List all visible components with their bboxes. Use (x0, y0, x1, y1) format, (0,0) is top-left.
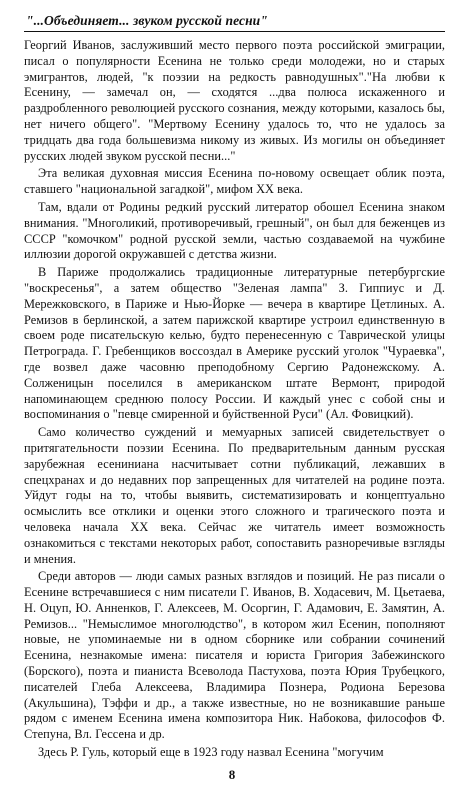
header-rule (24, 31, 445, 32)
paragraph: Георгий Иванов, заслуживший место первого поэта российской эмиграции, писал о популярности Есенина не только среди молодежи, но и старых эмигрантов, людей, "к поэзии на редкость равнодушных"."На любви к Есенину, — замечал он, — сходятся ...два полюса искаженного и раздробленного революцией русского сознания, между которыми, казалось бы, нет ничего общего". "Мертвому Есенину удалось то, что не удалось за тридцать два года большевизма никому из живых. Из могилы он объединяет русских людей звуком русской песни..." (24, 38, 445, 163)
paragraph: Там, вдали от Родины редкий русский литератор обошел Есенина знаком внимания. "Многоликий, противоречивый, грешный", он был для беженцев из СССР "комочком" родной русской земли, частью создаваемой на чужбине иллюзии дорогой окружавшей с детства жизни. (24, 199, 445, 262)
paragraph: Среди авторов — люди самых разных взглядов и позиций. Не раз писали о Есенине встречавшиеся с ним писатели Г. Иванов, В. Ходасевич, М. Цьетаева, Н. Оцуп, Ю. Анненков, Г. Алексеев, М. Осоргин, Г. Адамович, Е. Замятин, А. Ремизов... "Немыслимое многолюдство", в котором жил Есенин, пополняют новые, не упоминаемые ни в одном сборнике или собрании сочинений Есенина, незнакомые имена: писателя и юриста Григория Забежинского (Борского), поэта и пианиста Всеволода Пастухова, поэта Юрия Трубецкого, писателей Глеба Алексеева, Владимира Познера, Родиона Березова (Акульшина), Тэффи и др., а также известные, но не возникавшие раньше рядом с именем Есенина имена композитора Ник. Набокова, философов Ф. Степуна, Вл. Гессена и др. (24, 569, 445, 742)
paragraph: Здесь Р. Гуль, который еще в 1923 году назвал Есенина "могучим (38, 745, 384, 760)
paragraph: Само количество суждений и мемуарных записей свидетельствует о притягательности поэзии Есенина. По предварительным данным русская зарубежная есениниана насчитывает сотни публикаций, лежавших в спецхранах и до недавних пор запрещенных для читателей на родине поэта. Уйдут годы на то, чтобы выявить, систематизировать и концептуально осмыслить все отклики и оценки этого сложного и трагического поэта и человека начала XX века. Сейчас же читатель имеет возможность ознакомиться с текстами некоторых работ, сопоставить разноречивые взгляды и мнения. (24, 425, 445, 566)
page-number: 8 (228, 767, 236, 782)
paragraph: В Париже продолжались традиционные литературные петербургские "воскресенья", а затем общество "Зеленая лампа" З. Гиппиус и Д. Мережковского, в Париже и Нью-Йорке — вечера в квартире Цетлиных. А. Ремизов в берлинской, а затем парижской квартире устроил единственную в своем роде писательскую келью, будто перенесенную с Таврической улицы Петрограда. Г. Гребенщиков воссоздал в Америке русский уголок "Чураевка", где возвел даже часовню преподобному Сергию Радонежскому. А. Солженицын поселился в американском штате Вермонт, природой напоминающем среднюю полосу России. И каждый унес с собой сны и воспоминания о "певце смиренной и буйственной Руси" (Ал. Фовицкий). (24, 265, 445, 422)
body-text (24, 38, 445, 761)
running-header: "...Объединяет... звуком русской песни" (26, 13, 268, 28)
paragraph: Эта великая духовная миссия Есенина по-новому освещает облик поэта, ставшего "национальной загадкой", мифом XX века. (24, 166, 445, 197)
